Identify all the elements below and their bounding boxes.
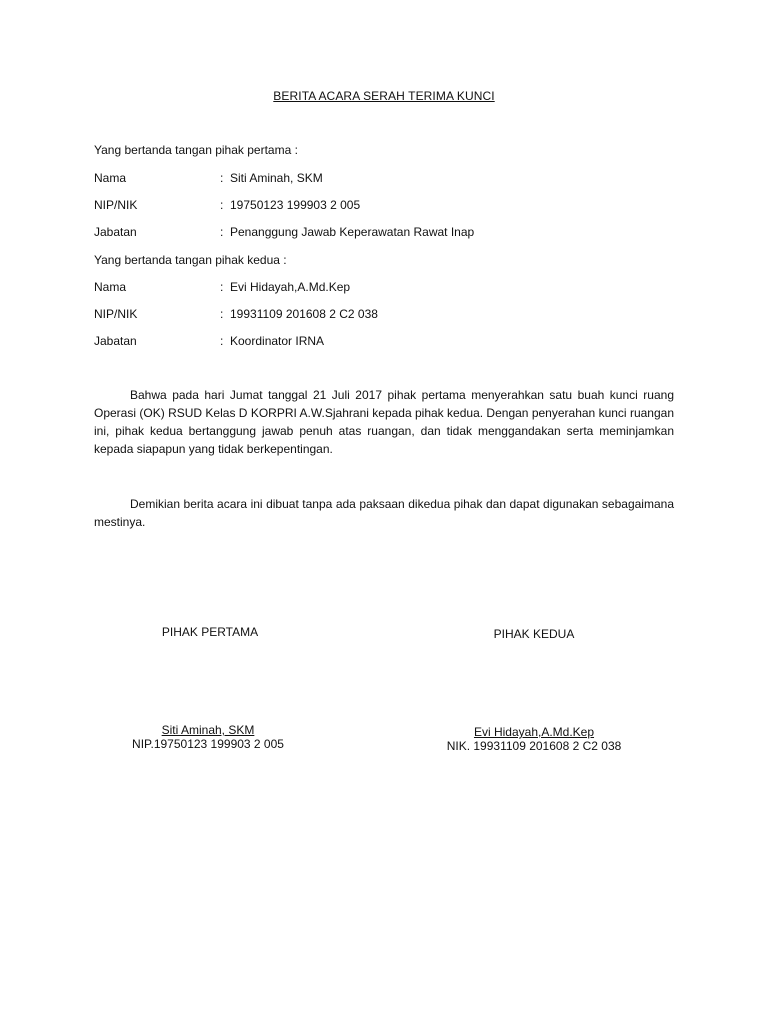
field-value: Evi Hidayah,A.Md.Kep	[230, 280, 351, 294]
body-paragraph-closing: Demikian berita acara ini dibuat tanpa ada paksaan dikedua pihak dan dapat digunakan sebagaimana mestinya.	[94, 497, 674, 529]
field-separator: :	[220, 171, 224, 185]
field-separator: :	[220, 334, 224, 348]
field-label: Jabatan	[94, 334, 137, 348]
field-label: NIP/NIK	[94, 198, 138, 212]
field-value: Koordinator IRNA	[230, 334, 325, 348]
body-paragraph-handover: Bahwa pada hari Jumat tanggal 21 Juli 2017 pihak pertama menyerahkan satu buah kunci ruang Operasi (OK) RSUD Kelas D KORPRI A.W.Sjahrani kepada pihak kedua. Dengan penyerahan kunci ruangan ini, pihak kedua bertanggung jawab penuh atas ruangan, dan tidak menggandakan serta meminjamkan kepada siapapun yang tidak berkepentingan.	[94, 388, 674, 456]
first-party-nip-row	[94, 198, 360, 212]
second-party-signature-block	[424, 725, 644, 753]
field-value: 19931109 201608 2 C2 038	[230, 307, 378, 321]
field-label: Jabatan	[94, 225, 137, 239]
field-value: 19750123 199903 2 005	[230, 198, 361, 212]
field-separator: :	[220, 280, 224, 294]
field-label: NIP/NIK	[94, 307, 138, 321]
second-party-signature-heading: PIHAK KEDUA	[493, 627, 575, 641]
first-party-signature-heading: PIHAK PERTAMA	[161, 625, 259, 639]
field-value: Siti Aminah, SKM	[230, 171, 323, 185]
first-party-signatory-id: NIP.19750123 199903 2 005	[132, 737, 284, 751]
field-separator: :	[220, 225, 224, 239]
second-party-signatory-id: NIK. 19931109 201608 2 C2 038	[446, 739, 622, 753]
field-separator: :	[220, 307, 224, 321]
field-value: Penanggung Jawab Keperawatan Rawat Inap	[230, 225, 475, 239]
second-party-nip-row	[94, 307, 378, 321]
first-party-jabatan-row	[94, 225, 474, 239]
first-party-intro: Yang bertanda tangan pihak pertama :	[94, 143, 298, 157]
first-party-signatory-name: Siti Aminah, SKM	[161, 723, 255, 737]
second-party-name-row	[94, 280, 350, 294]
field-label: Nama	[94, 280, 127, 294]
second-party-intro: Yang bertanda tangan pihak kedua :	[94, 253, 287, 267]
first-party-name-row	[94, 171, 323, 185]
second-party-jabatan-row	[94, 334, 324, 348]
document-title: BERITA ACARA SERAH TERIMA KUNCI	[273, 89, 495, 103]
second-party-signatory-name: Evi Hidayah,A.Md.Kep	[473, 725, 595, 739]
field-label: Nama	[94, 171, 127, 185]
field-separator: :	[220, 198, 224, 212]
first-party-signature-block	[108, 723, 308, 751]
